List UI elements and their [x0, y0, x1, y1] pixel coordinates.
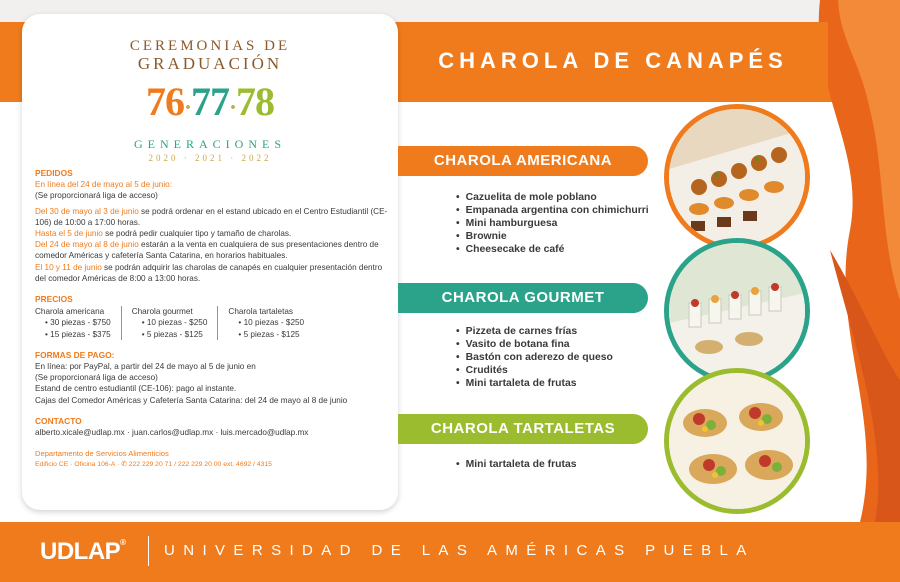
ceremonias-heading: CEREMONIAS DE — [129, 38, 291, 54]
list-item: • Crudités — [456, 364, 613, 377]
pedidos-online: En línea del 24 de mayo al 5 de junio: — [35, 180, 173, 190]
udlap-logo[interactable]: UDLAP® — [40, 538, 126, 565]
university-name: UNIVERSIDAD DE LAS AMÉRICAS PUEBLA — [164, 542, 755, 559]
gourmet-photo — [664, 238, 810, 384]
price-item: • 30 piezas - $750 — [45, 318, 111, 328]
list-item: • Empanada argentina con chimichurri — [456, 204, 649, 217]
list-item: • Mini tartaleta de frutas — [456, 377, 613, 390]
pedidos-online-note: (Se proporcionará liga de acceso) — [35, 191, 158, 201]
price-table — [35, 306, 391, 340]
charola-tartaletas-banner: CHAROLA TARTALETAS — [398, 414, 648, 444]
info-text — [35, 168, 391, 471]
generation-77: 77 — [191, 79, 229, 124]
tartaletas-photo — [664, 368, 810, 514]
pedidos-hasta: Hasta el 5 de junio se podrá pedir cualquier tipo y tamaño de charolas. — [35, 229, 292, 239]
list-item: • Cazuelita de mole poblano — [456, 191, 649, 204]
charola-americana-banner: CHAROLA AMERICANA — [398, 146, 648, 176]
list-item: • Mini tartaleta de frutas — [456, 458, 577, 471]
department-name: Departamento de Servicios Alimenticios — [35, 449, 169, 459]
charola-gourmet-banner: CHAROLA GOURMET — [398, 283, 648, 313]
price-item: • 10 piezas - $250 — [238, 318, 305, 328]
americana-photo — [664, 104, 810, 250]
price-item: • 15 piezas - $375 — [45, 329, 111, 339]
info-card — [22, 14, 398, 510]
list-item: • Bastón con aderezo de queso — [456, 351, 613, 364]
generation-years: 2020 · 2021 · 2022 — [148, 153, 272, 163]
charola-gourmet-list — [456, 325, 613, 390]
pedidos-junio: El 10 y 11 de junio se podrán adquirir las charolas de canapés en cualquier presentación dentro del comedor Américas de 8:00 a 13:00 horas. — [35, 262, 383, 283]
price-item: • 10 piezas - $250 — [141, 318, 208, 328]
pedidos-venta: Del 24 de mayo al 8 de junio estarán a la venta en cualquiera de sus presentaciones dentro de comedor Américas y cafetería Santa Catarina, en horarios habituales. — [35, 240, 379, 261]
pedidos-stand: Del 30 de mayo al 3 de junio se podrá ordenar en el estand ubicado en el Centro Estudiantil (CE-106) de 10:00 a 17:00 horas. — [35, 206, 388, 227]
pago-line: (Se proporcionará liga de acceso) — [35, 373, 158, 383]
list-item: • Brownie — [456, 230, 649, 243]
footer-divider — [148, 536, 149, 566]
contacto-heading: CONTACTO — [35, 415, 82, 426]
generation-76: 76 — [145, 79, 184, 124]
page-title: CHAROLA DE CANAPÉS — [438, 48, 788, 73]
pago-line: Cajas del Comedor Américas y Cafetería Santa Catarina: del 24 de mayo al 8 de junio — [35, 395, 348, 405]
list-item: • Vasito de botana fina — [456, 338, 613, 351]
price-column-tartaletas: Charola tartaletas • 10 piezas - $250 • 5 piezas - $125 — [228, 307, 305, 339]
generation-78: 78 — [236, 79, 275, 124]
pago-line: Estand de centro estudiantil (CE-106): pago al instante. — [35, 384, 237, 394]
generation-numbers — [22, 78, 398, 125]
dot-separator: · — [183, 95, 191, 121]
charola-tartaletas-list — [456, 458, 577, 471]
list-item: • Cheesecake de café — [456, 243, 649, 256]
charola-americana-list — [456, 191, 649, 256]
list-item: • Mini hamburguesa — [456, 217, 649, 230]
pago-heading: FORMAS DE PAGO: — [35, 349, 115, 360]
graduacion-heading: GRADUACIÓN — [137, 54, 283, 73]
pedidos-heading: PEDIDOS — [35, 168, 73, 178]
precios-heading: PRECIOS — [35, 294, 73, 305]
department-address: Edificio CE · Oficina 106-A · ✆ 222 229 20 71 / 222 229 20 00 ext. 4692 / 4315 — [35, 461, 272, 469]
generaciones-label: GENERACIONES — [134, 137, 286, 151]
pago-line: En línea: por PayPal, a partir del 24 de mayo al 5 de junio en — [35, 362, 256, 372]
dot-separator: · — [229, 95, 237, 121]
price-item: • 5 piezas - $125 — [141, 329, 203, 339]
list-item: • Pizzeta de carnes frías — [456, 325, 613, 338]
contact-emails[interactable]: alberto.xicale@udlap.mx · juan.carlos@udlap.mx · luis.mercado@udlap.mx — [35, 428, 309, 438]
price-column-americana: Charola americana • 30 piezas - $750 • 15 piezas - $375 — [35, 306, 122, 340]
price-column-gourmet: Charola gourmet • 10 piezas - $250 • 5 piezas - $125 — [132, 306, 219, 340]
price-item: • 5 piezas - $125 — [238, 329, 300, 339]
